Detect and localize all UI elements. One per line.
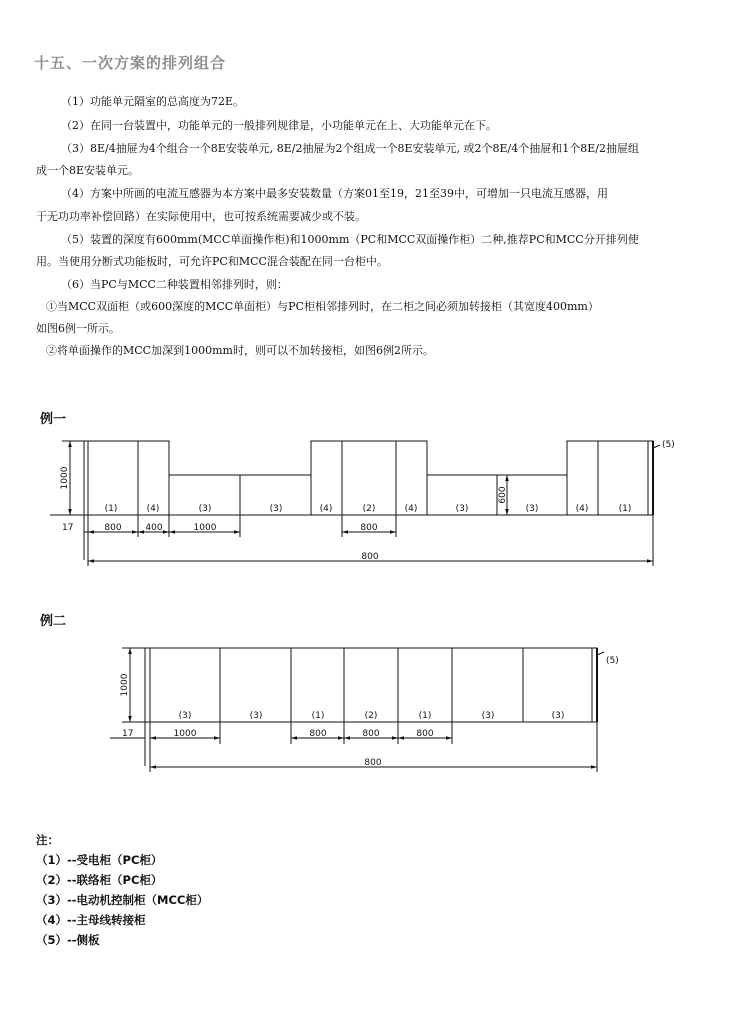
ex1-unit-label: (1) xyxy=(618,504,632,514)
ex2-unit-label: (1) xyxy=(311,711,325,721)
ex1-unit-label: (4) xyxy=(404,504,418,514)
paragraph-3a: （3）8E/4抽屉为4个组合一个8E安装单元, 8E/2抽屉为2个组成一个8E安装单元, 或2个8E/4个抽屉和1个8E/2抽屉组 xyxy=(61,142,639,155)
ex1-unit-label: (1) xyxy=(104,504,118,514)
ex2-width-dim: 800 xyxy=(362,729,380,739)
ex1-unit-label: (3) xyxy=(269,504,283,514)
note-item: （4）--主母线转接柜 xyxy=(36,913,146,927)
section-title: 十五、一次方案的排列组合 xyxy=(34,54,227,72)
paragraph-4a: （4）方案中所画的电流互感器为本方案中最多安装数量（方案01至19，21至39中，可增加一只电流互感器，用 xyxy=(61,187,608,200)
ex2-total-dim: 800 xyxy=(364,758,382,768)
example-2-label: 例二 xyxy=(40,614,67,629)
note-item: （5）--侧板 xyxy=(36,933,100,947)
note-item: （2）--联络柜（PC柜） xyxy=(36,873,163,887)
example-1-label: 例一 xyxy=(40,412,67,427)
ex1-width-dim: 400 xyxy=(145,523,163,533)
ex2-unit-label: (3) xyxy=(481,711,495,721)
ex2-width-dim: 1000 xyxy=(173,729,197,739)
ex2-unit-label: (3) xyxy=(249,711,263,721)
paragraph-6-1b: 如图6例一所示。 xyxy=(36,322,120,335)
paragraph-1: （1）功能单元隔室的总高度为72E。 xyxy=(61,95,245,108)
ex1-inner-height-dim: 600 xyxy=(498,486,508,504)
paragraph-5a: （5）装置的深度有600mm(MCC单面操作柜)和1000mm（PC和MCC双面操作柜）二种,推荐PC和MCC分开排列使 xyxy=(61,233,639,246)
ex1-width-dim: 800 xyxy=(104,523,122,533)
ex1-unit-label: (4) xyxy=(146,504,160,514)
ex1-width-dim: 1000 xyxy=(193,523,217,533)
ex2-width-dim: 800 xyxy=(309,729,327,739)
ex1-unit-label: (3) xyxy=(198,504,212,514)
notes-legend xyxy=(36,830,208,950)
paragraph-5b: 用。当使用分断式功能板时，可允许PC和MCC混合装配在同一台柜中。 xyxy=(36,255,388,268)
paragraph-6-1a: ①当MCC双面柜（或600深度的MCC单面柜）与PC柜相邻排列时，在二柜之间必须加转接柜（其宽度400mm） xyxy=(46,300,599,313)
ex2-offset-dim: 17 xyxy=(122,729,134,739)
notes-heading: 注： xyxy=(36,833,59,847)
ex2-height-dim: 1000 xyxy=(120,673,130,697)
ex2-width-dim: 800 xyxy=(416,729,434,739)
note-item: （1）--受电柜（PC柜） xyxy=(36,853,163,867)
paragraph-4b: 于无功功率补偿回路）在实际使用中，也可按系统需要减少或不装。 xyxy=(36,210,366,223)
ex1-offset-dim: 17 xyxy=(62,523,74,533)
ex1-side-panel-label: (5) xyxy=(662,440,675,450)
paragraph-6: （6）当PC与MCC二种装置相邻排列时，则： xyxy=(61,278,288,291)
ex1-total-dim: 800 xyxy=(361,552,379,562)
ex1-unit-label: (4) xyxy=(319,504,333,514)
ex1-unit-label: (3) xyxy=(455,504,469,514)
ex2-unit-label: (2) xyxy=(364,711,378,721)
ex2-unit-label: (3) xyxy=(551,711,565,721)
ex2-unit-label: (3) xyxy=(178,711,192,721)
ex1-width-dim: 800 xyxy=(360,523,378,533)
paragraph-6-2: ②将单面操作的MCC加深到1000mm时，则可以不加转接柜，如图6例2所示。 xyxy=(46,344,434,357)
paragraph-3b: 成一个8E安装单元。 xyxy=(36,164,140,177)
ex1-unit-label: (2) xyxy=(362,504,376,514)
ex1-height-dim: 1000 xyxy=(60,466,70,490)
ex1-unit-label: (4) xyxy=(575,504,589,514)
note-item: （3）--电动机控制柜（MCC柜） xyxy=(36,893,209,907)
paragraph-2: （2）在同一台装置中，功能单元的一般排列规律是，小功能单元在上、大功能单元在下。 xyxy=(61,119,497,132)
ex1-unit-label: (3) xyxy=(525,504,539,514)
ex2-unit-label: (1) xyxy=(418,711,432,721)
ex2-side-panel-label: (5) xyxy=(606,656,619,666)
